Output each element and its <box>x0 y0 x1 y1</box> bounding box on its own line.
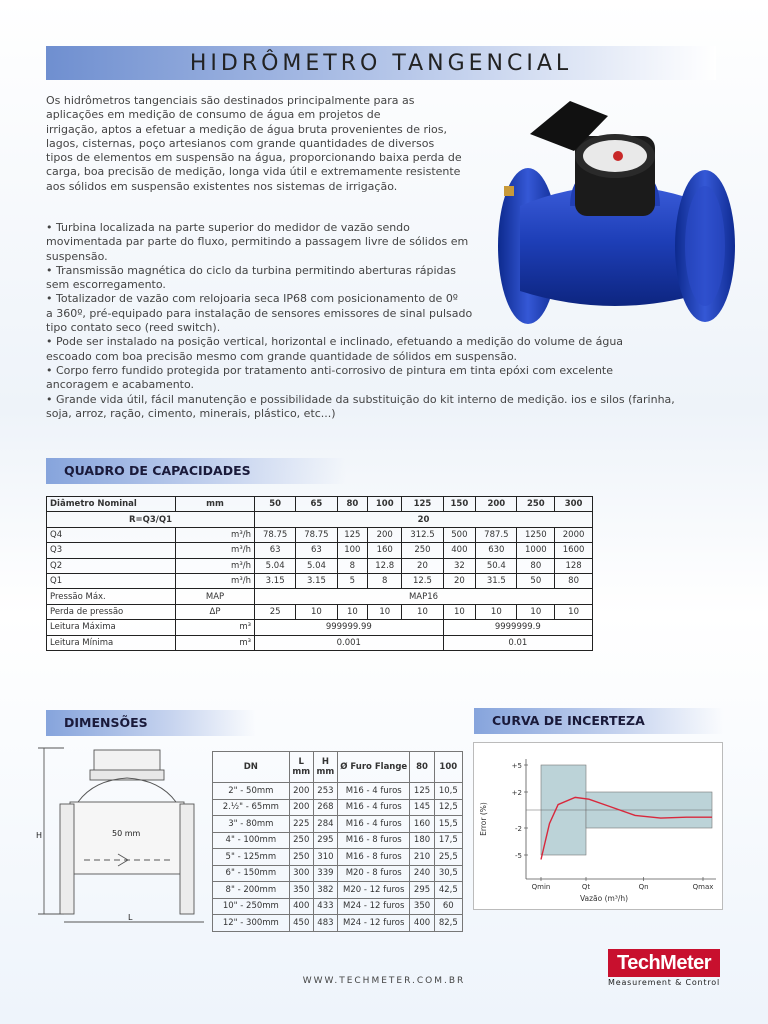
table-row <box>47 558 593 573</box>
table-row <box>213 915 463 932</box>
table-cell: MAP16 <box>255 589 593 604</box>
table-cell: 12.5 <box>402 573 443 588</box>
table-cell: 12" - 300mm <box>213 915 290 932</box>
table-cell: 10,5 <box>434 783 462 800</box>
intro-line: tipos de elementos em suspensão na água, proporcionando baixa perda de <box>46 151 462 165</box>
table-cell: 0.001 <box>255 635 444 650</box>
table-cell: M20 - 8 furos <box>337 865 409 882</box>
table-cell: 483 <box>313 915 337 932</box>
table-cell: 312.5 <box>402 527 443 542</box>
drawing-h-label: H <box>36 831 43 840</box>
table-cell: Ø Furo Flange <box>337 752 409 783</box>
dimensions-heading: DIMENSÕES <box>64 715 148 730</box>
table-cell: 8" - 200mm <box>213 882 290 899</box>
table-cell: 433 <box>313 898 337 915</box>
table-cell: 50 <box>255 497 296 512</box>
table-cell: 268 <box>313 799 337 816</box>
table-cell: 10 <box>517 604 555 619</box>
table-cell: 78.75 <box>255 527 296 542</box>
feature-line: suspensão. <box>46 249 108 263</box>
table-cell: 160 <box>368 543 402 558</box>
table-cell: Diâmetro Nominal <box>47 497 176 512</box>
y-tick-label: +2 <box>511 789 522 797</box>
feature-line: • Totalizador de vazão com relojoaria seca IP68 com posicionamento de 0º <box>46 292 458 306</box>
table-cell: Q1 <box>47 573 176 588</box>
table-cell: 8 <box>368 573 402 588</box>
table-cell: 4" - 100mm <box>213 832 290 849</box>
table-cell: 10 <box>368 604 402 619</box>
feature-line: movimentada par parte do fluxo, permitindo a passagem livre de sólidos em <box>46 235 469 249</box>
table-cell: 250 <box>402 543 443 558</box>
table-cell: 500 <box>443 527 476 542</box>
table-cell: 63 <box>255 543 296 558</box>
table-cell: 1250 <box>517 527 555 542</box>
y-tick-label: -2 <box>515 825 522 833</box>
table-cell: 128 <box>555 558 593 573</box>
table-cell: 10 <box>476 604 517 619</box>
intro-line: carga, boa precisão de medição, longa vida útil e extremamente resistente <box>46 165 461 179</box>
table-row <box>47 512 593 527</box>
table-cell: 10 <box>555 604 593 619</box>
table-cell: 9999999.9 <box>443 620 592 635</box>
feature-line: • Pode ser instalado na posição vertical, horizontal e inclinado, efetuando a medição do volume de água <box>46 335 624 349</box>
table-cell: 63 <box>296 543 337 558</box>
table-cell: 10 <box>402 604 443 619</box>
table-cell: Leitura Máxima <box>47 620 176 635</box>
table-cell: 310 <box>313 849 337 866</box>
table-row <box>47 527 593 542</box>
table-row <box>213 832 463 849</box>
table-cell: 200 <box>289 783 313 800</box>
table-cell: L mm <box>289 752 313 783</box>
table-header-row <box>47 497 593 512</box>
curve-heading: CURVA DE INCERTEZA <box>492 713 645 728</box>
table-cell: 100 <box>368 497 402 512</box>
table-cell: M16 - 4 furos <box>337 799 409 816</box>
feature-line: ancoragem e acabamento. <box>46 378 195 392</box>
table-cell: 200 <box>368 527 402 542</box>
table-cell: 400 <box>289 898 313 915</box>
table-row <box>213 882 463 899</box>
table-cell: 12,5 <box>434 799 462 816</box>
x-tick-label: Qn <box>638 883 649 891</box>
table-cell: 160 <box>410 816 434 833</box>
table-row <box>213 849 463 866</box>
table-cell: 20 <box>443 573 476 588</box>
logo-tagline: Measurement & Control <box>608 978 720 987</box>
table-cell: MAP <box>176 589 255 604</box>
table-row <box>47 573 593 588</box>
techmeter-logo <box>608 949 720 977</box>
table-cell: 10 <box>443 604 476 619</box>
table-cell: 5 <box>337 573 368 588</box>
table-cell: Q4 <box>47 527 176 542</box>
table-cell: 450 <box>289 915 313 932</box>
table-row <box>213 799 463 816</box>
table-row <box>47 543 593 558</box>
table-cell: 25,5 <box>434 849 462 866</box>
table-cell: 145 <box>410 799 434 816</box>
table-cell: 6" - 150mm <box>213 865 290 882</box>
table-cell: Pressão Máx. <box>47 589 176 604</box>
table-cell: Leitura Mínima <box>47 635 176 650</box>
page-title: HIDRÔMETRO TANGENCIAL <box>189 51 573 76</box>
feature-line: • Grande vida útil, fácil manutenção e possibilidade da substituição do kit interno de medição. ios e silos (farinha, <box>46 392 675 406</box>
table-cell: 125 <box>337 527 368 542</box>
feature-line: soja, arroz, ração, cimento, minerais, plástico, etc...) <box>46 406 336 420</box>
table-cell: 350 <box>410 898 434 915</box>
table-cell: 1000 <box>517 543 555 558</box>
table-cell: 339 <box>313 865 337 882</box>
table-cell: 8 <box>337 558 368 573</box>
table-cell: 250 <box>289 832 313 849</box>
table-row <box>47 635 593 650</box>
table-cell: 210 <box>410 849 434 866</box>
table-cell: 100 <box>337 543 368 558</box>
table-cell: 382 <box>313 882 337 899</box>
intro-line: aos sólidos em suspensão existentes nos sistemas de irrigação. <box>46 179 398 193</box>
table-cell: 32 <box>443 558 476 573</box>
feature-line: sem escorregamento. <box>46 278 166 292</box>
table-header-row <box>213 752 463 783</box>
table-row <box>47 620 593 635</box>
table-cell: 5.04 <box>296 558 337 573</box>
table-cell: 180 <box>410 832 434 849</box>
feature-line: • Transmissão magnética do ciclo da turbina permitindo aberturas rápidas <box>46 263 456 277</box>
table-cell: m³/h <box>176 573 255 588</box>
intro-line: Os hidrômetros tangenciais são destinados principalmente para as <box>46 94 415 107</box>
chart-xlabel: Vazão (m³/h) <box>579 894 629 903</box>
table-cell: 15,5 <box>434 816 462 833</box>
table-cell: 20 <box>255 512 593 527</box>
x-tick-label: Qmax <box>692 883 714 891</box>
table-cell: 2" - 50mm <box>213 783 290 800</box>
table-cell: 350 <box>289 882 313 899</box>
chart-ylabel: Error (%) <box>479 802 488 836</box>
table-cell: 80 <box>337 497 368 512</box>
table-row <box>213 783 463 800</box>
table-cell: 60 <box>434 898 462 915</box>
table-cell: Q3 <box>47 543 176 558</box>
table-cell: 10 <box>337 604 368 619</box>
title-bar <box>46 46 716 80</box>
table-cell: 80 <box>555 573 593 588</box>
table-cell: M16 - 8 furos <box>337 849 409 866</box>
table-cell: M16 - 8 furos <box>337 832 409 849</box>
feature-line: a 360º, pré-equipado para instalação de sensores emissores de sinal pulsado <box>46 306 473 320</box>
table-cell: Q2 <box>47 558 176 573</box>
table-cell: 300 <box>555 497 593 512</box>
y-tick-label: -5 <box>515 852 522 860</box>
table-cell: 630 <box>476 543 517 558</box>
intro-line: aplicações em medição de consumo de água em projetos de <box>46 108 381 122</box>
table-cell: 300 <box>289 865 313 882</box>
feature-line: • Turbina localizada na parte superior do medidor de vazão sendo <box>46 221 410 234</box>
table-cell: 65 <box>296 497 337 512</box>
feature-line: escoado com boa precisão mesmo com grande quantidade de sólidos em suspensão. <box>46 349 518 363</box>
table-cell: 125 <box>402 497 443 512</box>
table-row <box>213 898 463 915</box>
table-cell: DN <box>213 752 290 783</box>
table-cell: 42,5 <box>434 882 462 899</box>
table-cell: 50 <box>517 573 555 588</box>
table-cell: 20 <box>402 558 443 573</box>
table-cell: 78.75 <box>296 527 337 542</box>
table-cell: 787.5 <box>476 527 517 542</box>
table-cell: 200 <box>289 799 313 816</box>
table-cell: 250 <box>289 849 313 866</box>
table-cell: 2000 <box>555 527 593 542</box>
table-cell: 100 <box>434 752 462 783</box>
table-cell: ΔP <box>176 604 255 619</box>
table-cell: 125 <box>410 783 434 800</box>
table-cell: 284 <box>313 816 337 833</box>
table-cell: 10 <box>296 604 337 619</box>
features-list <box>46 221 686 421</box>
table-cell: 80 <box>517 558 555 573</box>
table-cell: 400 <box>410 915 434 932</box>
table-cell: 295 <box>410 882 434 899</box>
table-cell: M24 - 12 furos <box>337 898 409 915</box>
x-tick-label: Qmin <box>531 883 551 891</box>
footer-url[interactable]: WWW.TECHMETER.COM.BR <box>302 976 466 986</box>
table-cell: 80 <box>410 752 434 783</box>
table-cell: 50.4 <box>476 558 517 573</box>
table-cell: R=Q3/Q1 <box>47 512 255 527</box>
table-row <box>47 589 593 604</box>
table-cell: 3" - 80mm <box>213 816 290 833</box>
table-cell: 200 <box>476 497 517 512</box>
table-cell: 250 <box>517 497 555 512</box>
table-row <box>47 604 593 619</box>
table-cell: 82,5 <box>434 915 462 932</box>
table-cell: M16 - 4 furos <box>337 816 409 833</box>
table-cell: m³ <box>176 620 255 635</box>
curve-heading-bar <box>474 708 724 734</box>
table-cell: 30,5 <box>434 865 462 882</box>
table-cell: 12.8 <box>368 558 402 573</box>
uncertainty-chart <box>473 742 723 910</box>
intro-line: lagos, cisternas, poço artesianos com grande quantidades de diversos <box>46 136 435 150</box>
feature-line: tipo contato seco (reed switch). <box>46 321 221 335</box>
dimensions-drawing <box>34 742 214 932</box>
capacities-heading: QUADRO DE CAPACIDADES <box>64 463 251 478</box>
dimensions-table <box>212 751 463 932</box>
table-cell: m³/h <box>176 558 255 573</box>
drawing-size-label: 50 mm <box>112 829 141 838</box>
table-cell: mm <box>176 497 255 512</box>
table-cell: 0.01 <box>443 635 592 650</box>
table-cell: 31.5 <box>476 573 517 588</box>
table-cell: 295 <box>313 832 337 849</box>
table-cell: 5" - 125mm <box>213 849 290 866</box>
table-cell: m³/h <box>176 543 255 558</box>
table-cell: 225 <box>289 816 313 833</box>
feature-line: • Corpo ferro fundido protegida por tratamento anti-corrosivo de pintura em tinta epóxi com excelente <box>46 363 613 377</box>
table-cell: 240 <box>410 865 434 882</box>
table-row <box>213 816 463 833</box>
table-cell: 400 <box>443 543 476 558</box>
capacities-heading-bar <box>46 458 346 484</box>
drawing-l-label: L <box>128 913 133 922</box>
table-cell: m³ <box>176 635 255 650</box>
table-cell: H mm <box>313 752 337 783</box>
table-cell: 5.04 <box>255 558 296 573</box>
intro-paragraph <box>46 94 476 194</box>
dimensions-heading-bar <box>46 710 256 736</box>
table-row <box>213 865 463 882</box>
y-tick-label: +5 <box>511 762 522 770</box>
table-cell: M20 - 12 furos <box>337 882 409 899</box>
table-cell: M16 - 4 furos <box>337 783 409 800</box>
table-cell: 253 <box>313 783 337 800</box>
table-cell: 3.15 <box>255 573 296 588</box>
table-cell: m³/h <box>176 527 255 542</box>
table-cell: 1600 <box>555 543 593 558</box>
table-cell: 2.½" - 65mm <box>213 799 290 816</box>
table-cell: 3.15 <box>296 573 337 588</box>
table-cell: 150 <box>443 497 476 512</box>
intro-line: irrigação, aptos a efetuar a medição de água bruta provenientes de rios, <box>46 122 447 136</box>
logo-text: TechMeter <box>616 952 712 974</box>
table-cell: Perda de pressão <box>47 604 176 619</box>
table-cell: 25 <box>255 604 296 619</box>
table-cell: 10" - 250mm <box>213 898 290 915</box>
table-cell: 17,5 <box>434 832 462 849</box>
table-cell: 999999.99 <box>255 620 444 635</box>
x-tick-label: Qt <box>581 883 591 891</box>
capacities-table <box>46 496 593 651</box>
table-cell: M24 - 12 furos <box>337 915 409 932</box>
